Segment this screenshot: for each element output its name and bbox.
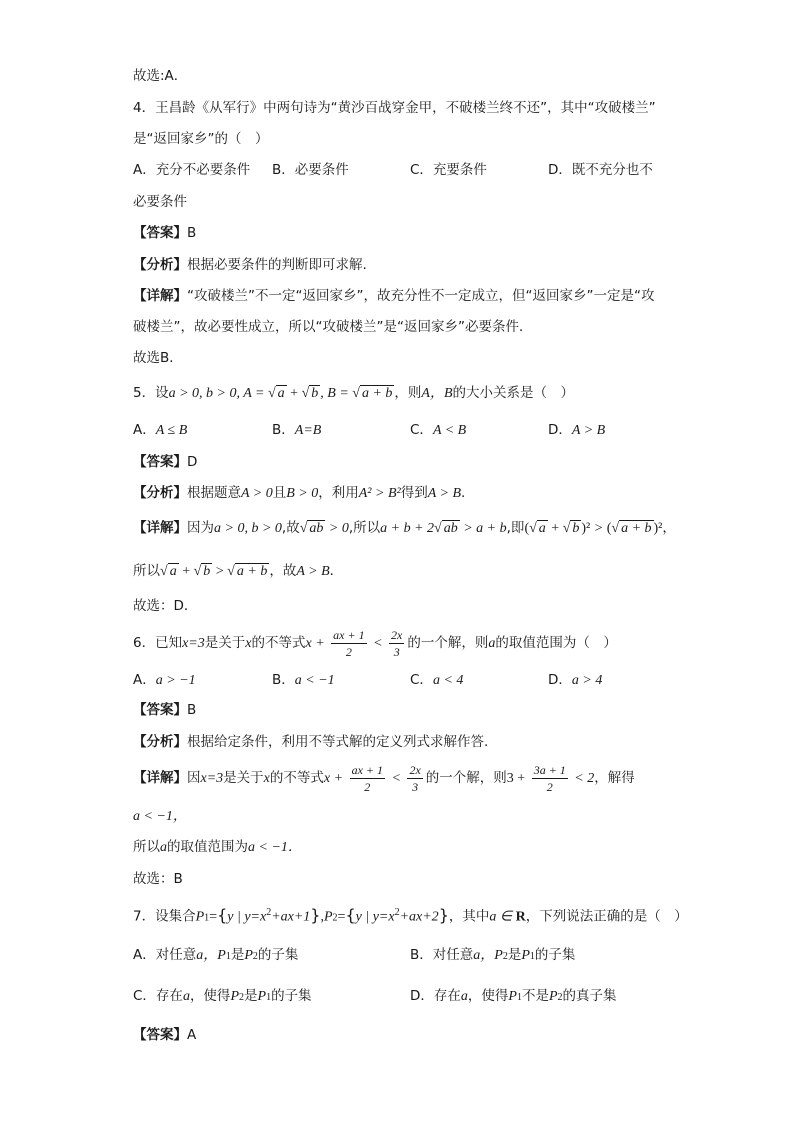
analysis-tag: 【分析】 <box>133 257 187 273</box>
q5-option-b[interactable]: B．A=B <box>272 422 322 438</box>
q7-option-b[interactable]: B．对任意a，P2是P1的子集 <box>410 947 576 963</box>
q7-answer <box>133 1025 196 1045</box>
q7-option-d[interactable]: D．存在a，使得P1不是P2的真子集 <box>410 988 617 1004</box>
answer-tag: 【答案】 <box>133 702 187 718</box>
prev-choice-line: 故选:A． <box>133 68 188 84</box>
q5-condition: a > 0, b > 0, A = <box>168 386 268 401</box>
q4-options <box>133 160 693 180</box>
q4-detail-line1 <box>133 286 654 306</box>
b-equals: , B = <box>320 386 353 401</box>
q4-option-a[interactable]: A．充分不必要条件 <box>133 162 251 178</box>
q5-options <box>133 420 693 440</box>
q6-detail: 【详解】因x=3是关于x的不等式x + $\frac{ax + 1}{2}$ < $\frac{2x}{3}$ 的一个解，则3 + $\frac{3a + 1}{2}$ < 2，解得 <box>133 762 635 794</box>
q4-choice: 故选B． <box>133 350 183 366</box>
q7-options-row1 <box>133 945 693 965</box>
q6-options <box>133 670 693 690</box>
answer-tag: 【答案】 <box>133 454 187 470</box>
q5-question: 的大小关系是（ ） <box>452 385 575 401</box>
detail-tag: 【详解】 <box>133 520 187 536</box>
q5-option-d[interactable]: D．A > B <box>548 422 606 438</box>
q5-answer <box>133 452 197 472</box>
q5-option-c[interactable]: C．A < B <box>410 422 467 438</box>
q4-stem-line1: 4．王昌龄《从军行》中两句诗为“黄沙百战穿金甲，不破楼兰终不还”，其中“攻破楼兰” <box>133 100 656 116</box>
q6-choice: 故选：B <box>133 871 183 887</box>
q5-choice: 故选：D． <box>133 598 198 614</box>
sqrt-a: √ a <box>267 386 285 401</box>
fraction-ax1-over-2: $\frac{ax + 1}{2}$ <box>333 627 365 659</box>
fraction-2x-over-3: $\frac{2x}{3}$ <box>391 627 403 659</box>
q7-stem: 7．设集合P1={y | $y=x^2+ax+1\},P2=\{y$ | $y=x^2+ax+2$}，其中a ∈ R，下列说法正确的是（ ） <box>133 905 688 925</box>
q5-analysis: 【分析】根据题意A > 0且B > 0，利用A² > B²得到A > B. <box>133 485 466 501</box>
answer-value: B <box>187 225 197 241</box>
answer-value: D <box>187 454 198 470</box>
q5-ab: A，B <box>421 386 453 401</box>
sqrt-b: √ b <box>301 386 319 401</box>
q5-option-a[interactable]: A．A ≤ B <box>133 422 188 438</box>
q6-option-a[interactable]: A．a > −1 <box>133 672 196 688</box>
answer-tag: 【答案】 <box>133 225 187 241</box>
analysis-text: 根据必要条件的判断即可求解. <box>187 257 367 273</box>
q4-answer <box>133 223 196 243</box>
detail-tag: 【详解】 <box>133 288 187 304</box>
q5-number: 5．设 <box>133 385 169 401</box>
answer-value: B <box>187 702 197 718</box>
answer-tag: 【答案】 <box>133 1027 187 1043</box>
q5-stem <box>133 383 574 404</box>
sqrt-a-plus-b: √ a + b <box>352 386 393 401</box>
q5-then: ，则 <box>394 385 422 401</box>
q7-options-row2 <box>133 986 693 1006</box>
plus-sign: + <box>286 386 302 401</box>
analysis-tag: 【分析】 <box>133 485 187 501</box>
q4-option-b[interactable]: B．必要条件 <box>272 162 349 178</box>
q6-option-c[interactable]: C．a < 4 <box>410 672 464 688</box>
q5-detail: 【详解】因为a > 0, b > 0,故√ ab > 0,所以a + b + 2√ ab > a + b,即(√ a + √ b )² > (√ a + b )²， <box>133 520 676 536</box>
q6-conclusion: 所以a的取值范围为a < −1． <box>133 839 302 855</box>
q6-option-d[interactable]: D．a > 4 <box>548 672 603 688</box>
answer-value: A <box>187 1027 197 1043</box>
detail-tag: 【详解】 <box>133 770 187 786</box>
q7-option-a[interactable]: A．对任意a，P1是P2的子集 <box>133 947 299 963</box>
q6-detail-result: a < −1， <box>133 809 187 824</box>
detail-text: “攻破楼兰”不一定“返回家乡”，故充分性不一定成立，但“返回家乡”一定是“攻 <box>187 288 655 304</box>
q4-option-d[interactable]: D．既不充分也不 <box>548 162 653 178</box>
analysis-tag: 【分析】 <box>133 734 187 750</box>
q4-detail-line2: 破楼兰”，故必要性成立，所以“攻破楼兰”是“返回家乡”必要条件． <box>133 319 533 335</box>
q4-option-d-cont: 必要条件 <box>133 194 187 210</box>
q6-answer <box>133 700 196 720</box>
q5-conclusion: 所以√ a + √ b > √ a + b ，故A > B． <box>133 563 344 579</box>
q4-stem-line2: 是“返回家乡”的（ ） <box>133 131 269 147</box>
q6-analysis: 【分析】根据给定条件，利用不等式解的定义列式求解作答. <box>133 734 489 750</box>
q4-analysis <box>133 255 367 275</box>
q6-stem: 6．已知x=3是关于x的不等式x + $\frac{ax + 1}{2}$ < $\frac{2x}{3}$ 的一个解，则a的取值范围为（ ） <box>133 627 617 659</box>
q4-option-c[interactable]: C．充要条件 <box>410 162 487 178</box>
q7-option-c[interactable]: C．存在a，使得P2是P1的子集 <box>133 988 312 1004</box>
q6-option-b[interactable]: B．a < −1 <box>272 672 335 688</box>
